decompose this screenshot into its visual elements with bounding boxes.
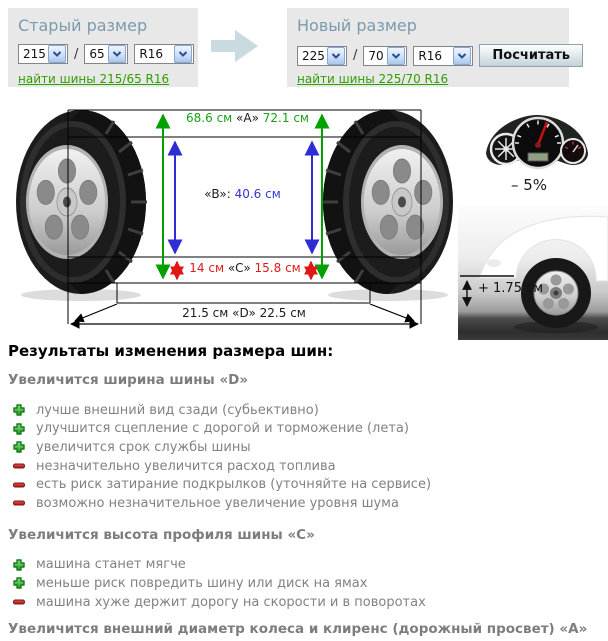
new-size-title: Новый размер	[297, 16, 417, 35]
old-profile-select[interactable]	[84, 44, 128, 64]
dimension-b-label	[160, 187, 325, 201]
result-item-text: машина станет мягче	[36, 557, 186, 573]
result-item	[12, 556, 600, 575]
size-separator: /	[353, 48, 358, 63]
new-width-select[interactable]	[297, 46, 347, 66]
result-item	[12, 494, 600, 513]
chevron-down-icon[interactable]	[387, 47, 405, 65]
minus-icon	[12, 459, 26, 473]
c-new-value: 15.8 см	[254, 261, 301, 275]
plus-icon	[12, 403, 26, 417]
minus-icon	[12, 496, 26, 510]
result-item-text: есть риск затирание подкрылков (уточняйте на сервисе)	[36, 477, 432, 493]
old-size-panel	[8, 8, 198, 87]
chevron-down-icon[interactable]	[174, 45, 192, 63]
plus-icon	[12, 440, 26, 454]
minus-icon	[12, 478, 26, 492]
dimension-a-label	[155, 111, 340, 125]
clearance-delta: + 1.75 см	[478, 281, 544, 296]
result-item-text: меньше риск повредить шину или диск на ямах	[36, 575, 368, 591]
result-item-text: увеличится срок службы шины	[36, 439, 251, 455]
c-old-value: 14 см	[189, 261, 225, 275]
chevron-down-icon[interactable]	[108, 45, 126, 63]
result-item-text: улучшится сцепление с дорогой и торможение (лета)	[36, 421, 409, 437]
old-profile-value: 65	[89, 47, 105, 61]
chevron-down-icon[interactable]	[48, 45, 66, 63]
result-item	[12, 420, 600, 439]
size-separator: /	[74, 46, 79, 62]
plus-icon	[12, 422, 26, 436]
old-size-title: Старый размер	[18, 16, 148, 35]
section-heading-a: Увеличится внешний диаметр колеса и клиренс (дорожный просвет) «А»	[8, 621, 588, 638]
results-title: Результаты изменения размера шин:	[8, 342, 334, 360]
speedometer-delta: – 5%	[510, 176, 548, 194]
dimension-d-label: 21.5 см «D» 22.5 см	[182, 306, 306, 320]
tire-size-diagram	[0, 95, 608, 340]
minus-icon	[12, 595, 26, 609]
result-item-text: незначительно увеличится расход топлива	[36, 458, 336, 474]
result-item-text: машина хуже держит дорогу на скорости и в поворотах	[36, 594, 426, 610]
old-width-value: 215	[23, 47, 46, 61]
chevron-down-icon[interactable]	[327, 47, 345, 65]
new-size-panel	[287, 8, 569, 87]
calculate-button[interactable]: Посчитать	[479, 44, 583, 67]
result-item-text: возможно незначительное увеличение уровня шума	[36, 495, 399, 511]
old-diameter-value: R16	[139, 47, 163, 61]
car-clearance-image	[458, 205, 608, 340]
find-new-tires-link[interactable]: найти шины 225/70 R16	[297, 72, 449, 86]
a-key: «A»	[236, 111, 259, 125]
result-item	[12, 593, 600, 612]
new-diameter-value: R16	[418, 48, 442, 63]
right-arrow-icon	[211, 29, 259, 63]
a-new-value: 72.1 см	[262, 111, 309, 125]
b-key: «B»:	[204, 187, 231, 201]
old-width-select[interactable]	[18, 44, 68, 64]
result-item-text: лучше внешний вид сзади (субьективно)	[36, 402, 319, 418]
result-item	[12, 475, 600, 494]
new-size-selects	[297, 44, 583, 67]
results-section	[8, 342, 600, 637]
plus-icon	[12, 558, 26, 572]
plus-icon	[12, 576, 26, 590]
c-key: «C»	[227, 261, 251, 275]
new-width-value: 225	[302, 48, 325, 63]
result-item	[12, 457, 600, 476]
new-profile-select[interactable]	[363, 46, 407, 66]
old-diameter-select[interactable]	[134, 44, 194, 64]
find-old-tires-link[interactable]: найти шины 215/65 R16	[18, 72, 170, 86]
a-old-value: 68.6 см	[186, 111, 233, 125]
result-item	[12, 438, 600, 457]
speedometer-image	[480, 105, 595, 177]
new-profile-value: 70	[368, 48, 384, 63]
result-item	[12, 401, 600, 420]
result-item	[12, 574, 600, 593]
section-heading-c: Увеличится высота профиля шины «C»	[8, 526, 315, 543]
b-value: 40.6 см	[234, 187, 281, 201]
dimension-c-label	[160, 261, 330, 275]
new-diameter-select[interactable]	[413, 46, 473, 66]
old-size-selects	[18, 44, 194, 64]
chevron-down-icon[interactable]	[453, 47, 471, 65]
section-heading-d: Увеличится ширина шины «D»	[8, 372, 249, 388]
